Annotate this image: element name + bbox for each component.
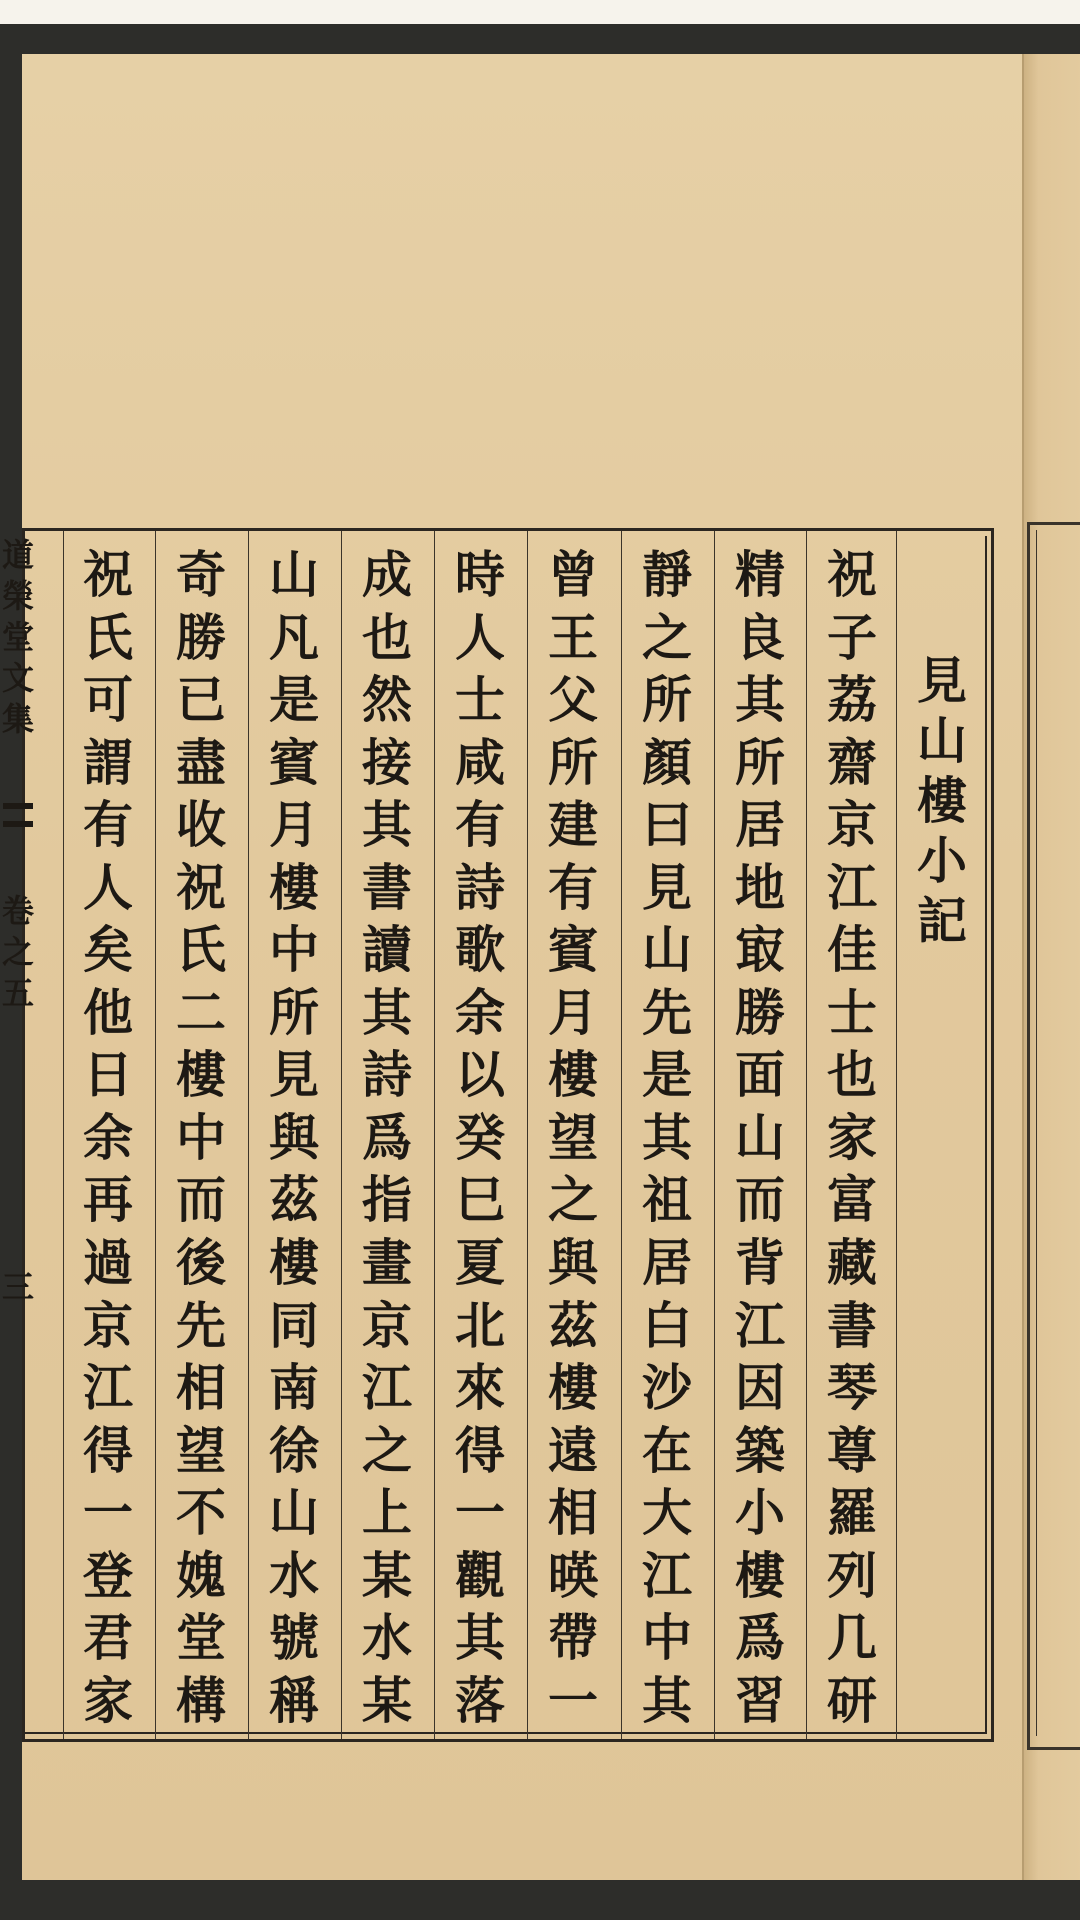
text-char: 北 (455, 1295, 505, 1355)
column-divider (155, 531, 156, 1739)
text-column-5 (438, 545, 522, 1730)
text-char: 富 (827, 1170, 877, 1230)
text-char: 望 (176, 1420, 226, 1480)
text-char: 他 (83, 982, 133, 1042)
text-char: 得 (455, 1420, 505, 1480)
text-char: 讀 (362, 920, 412, 980)
text-char: 可 (83, 670, 133, 730)
text-char: 爲 (362, 1107, 412, 1167)
margin-volume (2, 891, 34, 1014)
text-char: 見 (269, 1045, 319, 1105)
margin-page-number: 三 (1, 1267, 34, 1306)
text-char: 氏 (83, 607, 133, 667)
text-char: 媿 (176, 1545, 226, 1605)
text-char: 所 (735, 732, 785, 792)
text-column-7 (252, 545, 336, 1730)
title-char: 小 (917, 831, 967, 890)
text-char: 山 (269, 1483, 319, 1543)
text-char: 賓 (548, 920, 598, 980)
text-char: 尊 (827, 1420, 877, 1480)
text-char: 賓 (269, 732, 319, 792)
text-char: 不 (176, 1483, 226, 1543)
text-char: 然 (362, 670, 412, 730)
text-char: 樓 (548, 1358, 598, 1418)
title-char: 見 (917, 651, 967, 710)
text-char: 士 (827, 982, 877, 1042)
text-char: 是 (642, 1045, 692, 1105)
text-char: 時 (455, 545, 505, 604)
text-char: 觀 (455, 1545, 505, 1605)
text-char: 茲 (269, 1170, 319, 1230)
text-char: 其 (362, 795, 412, 855)
text-char: 遠 (548, 1420, 598, 1480)
text-char: 月 (548, 982, 598, 1042)
text-char: 研 (827, 1670, 877, 1730)
text-char: 接 (362, 732, 412, 792)
column-divider (806, 531, 807, 1739)
text-char: 同 (269, 1295, 319, 1355)
margin-book-title (2, 535, 34, 740)
text-char: 詩 (455, 857, 505, 917)
text-char: 羅 (827, 1483, 877, 1543)
text-char: 而 (735, 1170, 785, 1230)
text-char: 書 (827, 1295, 877, 1355)
text-char: 江 (827, 857, 877, 917)
column-divider (434, 531, 435, 1739)
text-char: 氏 (176, 920, 226, 980)
text-char: 樓 (176, 1045, 226, 1105)
text-char: 山 (269, 545, 319, 604)
text-char: 習 (735, 1670, 785, 1730)
text-char: 樓 (735, 1545, 785, 1605)
text-char: 某 (362, 1670, 412, 1730)
column-divider (714, 531, 715, 1739)
text-char: 水 (362, 1608, 412, 1668)
text-char: 南 (269, 1358, 319, 1418)
margin-char: 榮 (1, 577, 34, 615)
text-char: 相 (176, 1358, 226, 1418)
text-char: 京 (827, 795, 877, 855)
text-char: 有 (455, 795, 505, 855)
text-char: 也 (827, 1045, 877, 1105)
text-char: 詩 (362, 1045, 412, 1105)
text-char: 堂 (176, 1608, 226, 1668)
text-char: 再 (83, 1170, 133, 1230)
column-divider (896, 531, 897, 1739)
text-char: 某 (362, 1545, 412, 1605)
text-char: 與 (269, 1107, 319, 1167)
text-char: 有 (548, 857, 598, 917)
text-char: 在 (642, 1420, 692, 1480)
text-char: 書 (362, 857, 412, 917)
text-column-4 (531, 545, 615, 1730)
text-char: 凡 (269, 607, 319, 667)
text-char: 爲 (735, 1608, 785, 1668)
text-char: 江 (362, 1358, 412, 1418)
text-char: 家 (83, 1670, 133, 1730)
margin-char: 五 (1, 973, 34, 1012)
text-char: 京 (83, 1295, 133, 1355)
text-char: 所 (642, 670, 692, 730)
column-divider (248, 531, 249, 1739)
text-column-9 (66, 545, 150, 1730)
text-char: 成 (362, 545, 412, 604)
text-char: 徐 (269, 1420, 319, 1480)
text-char: 也 (362, 607, 412, 667)
text-char: 落 (455, 1670, 505, 1730)
text-char: 江 (83, 1358, 133, 1418)
text-char: 得 (83, 1420, 133, 1480)
text-char: 君 (83, 1608, 133, 1668)
text-char: 面 (735, 1045, 785, 1105)
text-char: 子 (827, 607, 877, 667)
text-char: 建 (548, 795, 598, 855)
title-char: 山 (917, 711, 967, 770)
margin-char: 之 (1, 932, 34, 971)
text-char: 居 (642, 1233, 692, 1293)
scan-top-edge (0, 0, 1080, 24)
text-char: 沙 (642, 1358, 692, 1418)
text-char: 佳 (827, 920, 877, 980)
text-char: 收 (176, 795, 226, 855)
text-char: 見 (642, 857, 692, 917)
text-char: 盡 (176, 732, 226, 792)
text-char: 一 (455, 1483, 505, 1543)
text-column-8 (159, 545, 243, 1730)
text-column-1 (810, 545, 894, 1730)
text-char: 過 (83, 1233, 133, 1293)
text-char: 構 (176, 1670, 226, 1730)
text-char: 山 (735, 1107, 785, 1167)
text-char: 後 (176, 1233, 226, 1293)
text-char: 勝 (735, 982, 785, 1042)
text-char: 帶 (548, 1608, 598, 1668)
text-char: 有 (83, 795, 133, 855)
text-char: 稱 (269, 1670, 319, 1730)
text-char: 矣 (83, 920, 133, 980)
text-char: 中 (176, 1107, 226, 1167)
margin-char: 道 (1, 536, 34, 574)
text-char: 樓 (269, 1233, 319, 1293)
text-char: 樓 (548, 1045, 598, 1105)
text-char: 王 (548, 607, 598, 667)
text-char: 荔 (827, 670, 877, 730)
text-char: 夏 (455, 1233, 505, 1293)
text-char: 茲 (548, 1295, 598, 1355)
text-char: 中 (269, 920, 319, 980)
text-char: 望 (548, 1107, 598, 1167)
text-char: 月 (269, 795, 319, 855)
text-char: 祝 (827, 545, 877, 604)
text-char: 歌 (455, 920, 505, 980)
text-char: 家 (827, 1107, 877, 1167)
text-char: 祝 (83, 545, 133, 604)
text-char: 父 (548, 670, 598, 730)
text-column-3 (625, 545, 709, 1730)
text-char: 靜 (642, 545, 692, 604)
text-char: 一 (548, 1670, 598, 1730)
text-char: 來 (455, 1358, 505, 1418)
text-char: 余 (83, 1107, 133, 1167)
text-char: 㝡 (735, 920, 785, 980)
text-char: 祝 (176, 857, 226, 917)
text-char: 相 (548, 1483, 598, 1543)
text-char: 顏 (642, 732, 692, 792)
text-char: 之 (548, 1170, 598, 1230)
text-char: 曾 (548, 545, 598, 604)
text-char: 所 (269, 982, 319, 1042)
text-char: 因 (735, 1358, 785, 1418)
frame-inner-border-right (985, 536, 987, 1734)
text-char: 暎 (548, 1545, 598, 1605)
text-char: 山 (642, 920, 692, 980)
text-char: 居 (735, 795, 785, 855)
text-char: 水 (269, 1545, 319, 1605)
column-divider (527, 531, 528, 1739)
text-char: 琴 (827, 1358, 877, 1418)
text-char: 地 (735, 857, 785, 917)
text-char: 癸 (455, 1107, 505, 1167)
text-char: 小 (735, 1483, 785, 1543)
text-char: 日 (83, 1045, 133, 1105)
text-char: 背 (735, 1233, 785, 1293)
text-char: 中 (642, 1608, 692, 1668)
text-char: 而 (176, 1170, 226, 1230)
text-char: 勝 (176, 607, 226, 667)
text-char: 其 (362, 982, 412, 1042)
margin-char: 堂 (1, 618, 34, 656)
text-char: 登 (83, 1545, 133, 1605)
text-char: 奇 (176, 545, 226, 604)
text-char: 列 (827, 1545, 877, 1605)
text-char: 一 (83, 1483, 133, 1543)
text-column-2 (718, 545, 802, 1730)
text-char: 以 (455, 1045, 505, 1105)
text-char: 其 (642, 1670, 692, 1730)
text-char: 余 (455, 982, 505, 1042)
margin-char: 卷 (1, 891, 34, 930)
text-char: 大 (642, 1483, 692, 1543)
text-char: 二 (176, 982, 226, 1042)
text-char: 其 (455, 1608, 505, 1668)
adjacent-page-column-line (1036, 530, 1080, 1736)
text-char: 指 (362, 1170, 412, 1230)
margin-char: 文 (1, 659, 34, 697)
text-char: 所 (548, 732, 598, 792)
text-char: 先 (176, 1295, 226, 1355)
text-char: 藏 (827, 1233, 877, 1293)
text-char: 咸 (455, 732, 505, 792)
text-char: 祖 (642, 1170, 692, 1230)
text-char: 其 (642, 1107, 692, 1167)
text-char: 上 (362, 1483, 412, 1543)
text-char: 人 (83, 857, 133, 917)
title-char: 記 (917, 891, 967, 950)
text-char: 是 (269, 670, 319, 730)
text-char: 與 (548, 1233, 598, 1293)
text-char: 之 (362, 1420, 412, 1480)
text-char: 築 (735, 1420, 785, 1480)
text-char: 先 (642, 982, 692, 1042)
text-char: 其 (735, 670, 785, 730)
margin-char: 集 (1, 700, 34, 738)
title-char: 樓 (917, 771, 967, 830)
fish-tail-mark (3, 803, 33, 827)
essay-title (900, 651, 984, 1834)
text-char: 畫 (362, 1233, 412, 1293)
text-char: 江 (735, 1295, 785, 1355)
text-char: 良 (735, 607, 785, 667)
text-char: 精 (735, 545, 785, 604)
frame-inner-border-bottom (25, 1732, 985, 1734)
block-margin (0, 535, 36, 1735)
text-char: 號 (269, 1608, 319, 1668)
text-char: 謂 (83, 732, 133, 792)
text-char: 齋 (827, 732, 877, 792)
text-char: 京 (362, 1295, 412, 1355)
text-char: 樓 (269, 857, 319, 917)
text-char: 曰 (642, 795, 692, 855)
text-char: 已 (176, 670, 226, 730)
text-char: 白 (642, 1295, 692, 1355)
column-divider (63, 531, 64, 1739)
column-divider (341, 531, 342, 1739)
text-char: 士 (455, 670, 505, 730)
text-char: 之 (642, 607, 692, 667)
text-column-6 (345, 545, 429, 1730)
text-char: 江 (642, 1545, 692, 1605)
text-char: 巳 (455, 1170, 505, 1230)
column-divider (621, 531, 622, 1739)
text-char: 几 (827, 1608, 877, 1668)
text-char: 人 (455, 607, 505, 667)
